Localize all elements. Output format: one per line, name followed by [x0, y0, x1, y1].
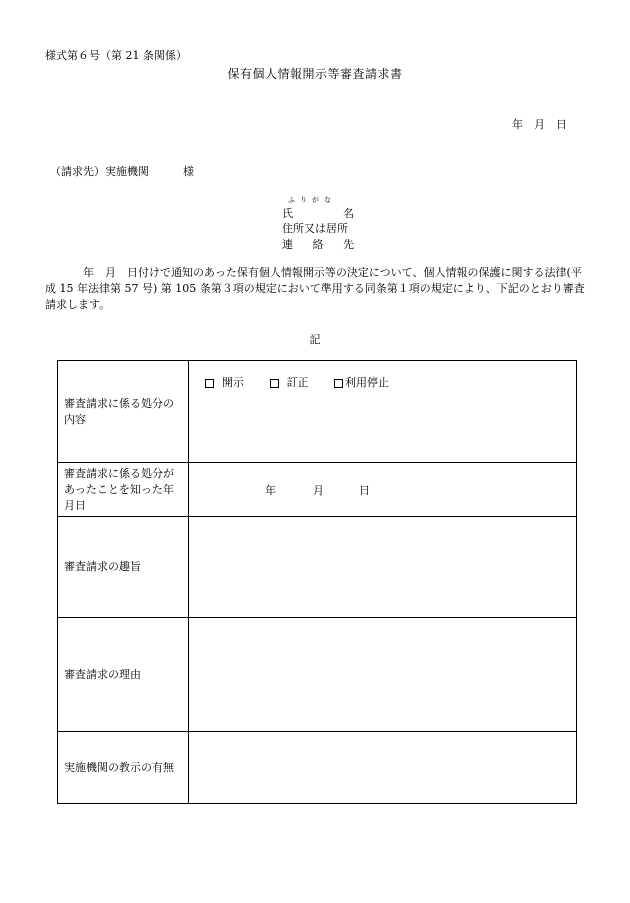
table-row — [58, 463, 577, 517]
table-row — [58, 361, 577, 463]
row-label-known-date: 審査請求に係る処分があったことを知った年月日 — [58, 463, 189, 517]
checkbox-icon[interactable] — [334, 379, 343, 388]
checkbox-icon[interactable] — [270, 379, 279, 388]
option-label: 開示 — [222, 376, 244, 389]
known-date-cell[interactable] — [189, 463, 577, 517]
furigana-label: ふりがな — [288, 196, 336, 204]
ki-label: 記 — [309, 333, 321, 346]
option-label: 利用停止 — [345, 376, 389, 389]
form-number: 様式第６号（第 21 条関係） — [45, 49, 187, 62]
purpose-cell[interactable] — [189, 517, 577, 618]
contact-label-char: 連 — [282, 238, 293, 251]
disposition-options — [205, 375, 411, 393]
option-suspension[interactable] — [334, 375, 389, 391]
name-label-char: 氏 — [282, 207, 293, 220]
option-label: 訂正 — [286, 376, 309, 389]
reason-cell[interactable] — [189, 618, 577, 732]
recipient-line — [50, 163, 194, 179]
request-table — [57, 360, 577, 804]
date-month-label: 月 — [313, 484, 324, 497]
instruction-cell[interactable] — [189, 732, 577, 804]
row-label-purpose: 審査請求の趣旨 — [58, 517, 189, 618]
body-paragraph: 年 月 日付けで通知のあった保有個人情報開示等の決定について、個人情報の保護に関する法律(平成 15 年法律第 57 号) 第 105 条第３項の規定において準用する同条第１項の規定により、下記のとおり審査請求します。 — [45, 266, 585, 311]
disposition-options-cell — [189, 361, 577, 463]
table-row — [58, 517, 577, 618]
row-label-disposition: 審査請求に係る処分の内容 — [58, 361, 189, 463]
option-correction[interactable] — [270, 375, 309, 391]
recipient-label: （請求先）実施機関 — [50, 165, 149, 178]
name-label — [282, 205, 354, 221]
table-row — [58, 732, 577, 804]
page-title: 保有個人情報開示等審査請求書 — [227, 67, 403, 81]
option-disclosure[interactable] — [205, 375, 244, 391]
checkbox-icon[interactable] — [205, 379, 214, 388]
request-date: 年 月 日 — [512, 118, 567, 131]
name-label-char: 名 — [343, 207, 354, 220]
row-label-reason: 審査請求の理由 — [58, 618, 189, 732]
contact-label-char: 先 — [343, 238, 354, 251]
date-day-label: 日 — [359, 484, 370, 497]
contact-label — [282, 236, 354, 252]
table-row — [58, 618, 577, 732]
row-label-instruction: 実施機関の教示の有無 — [58, 732, 189, 804]
contact-label-char: 絡 — [312, 238, 324, 251]
known-date-fields — [265, 483, 370, 499]
address-label: 住所又は居所 — [282, 222, 348, 235]
date-year-label: 年 — [265, 484, 276, 497]
recipient-honorific: 様 — [183, 165, 194, 178]
